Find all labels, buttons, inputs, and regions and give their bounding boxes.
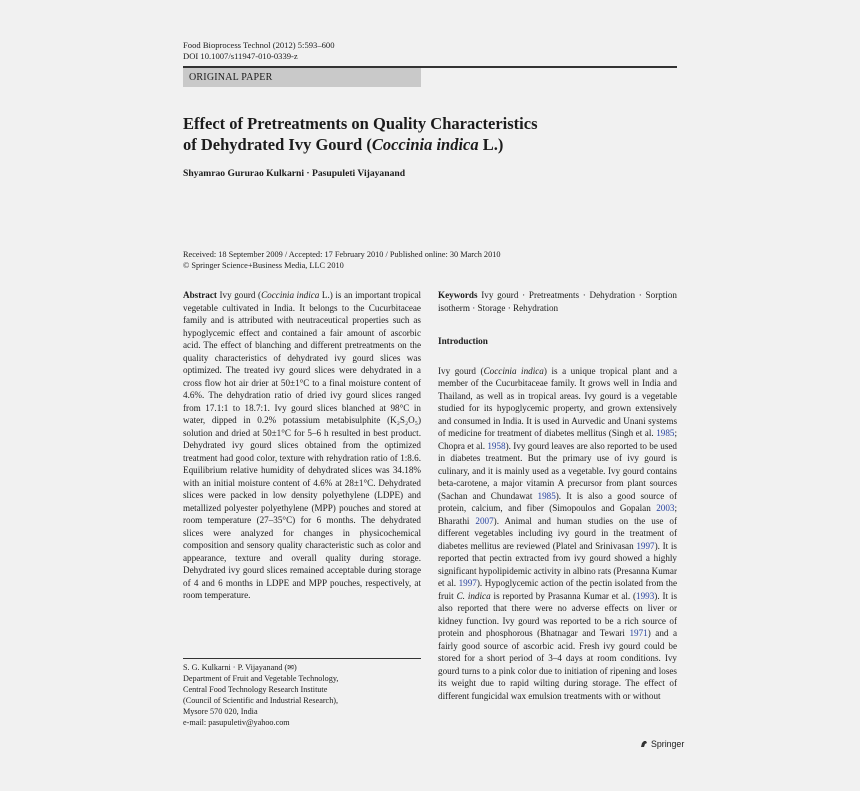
author-list: Shyamrao Gururao Kulkarni · Pasupuleti Vijayanand bbox=[183, 168, 406, 179]
publication-history bbox=[183, 249, 501, 271]
abstract-text: L.) is an important tropical vegetable cultivated in India. It belongs to the Cucurbitaceae family and is attributed with neutraceutical properties such as hypoglycemic effect and contained a fair amount of ascorbic acid. The effect of blanching and different pretreatments on the quality characteristics of dehydrated ivy gourd slices was optimized. The treated ivy gourd slices were dehydrated in a cross flow hot air drier at 50±1°C to a final moisture content of 4.6%. The dehydration ratio of dried ivy gourd slices ranged from 17.1:1 to 18.7:1. Ivy gourd slices blanched at 98°C in water, dipped in 0.2% potassium metabisulphite (K₂S₂O₅) solution and dried at 50±1°C for 5–6 h resulted in best product. Dehydrated ivy gourd slices obtained from the optimized treatment had good color, texture with rehydration ratio of 1:8.6. Equilibrium relative humidity of dehydrated slices was 34.18% with an initial moisture content of 4.6% at 28±1°C. Dehydrated slices were packed in low density polyethylene (LDPE) and metallized polyester polyethylene (MPP) pouches and stored at room temperature (27–35°C) for 6 months. The dehydrated slices were analyzed for changes in physicochemical composition and sensory quality characteristic such as color and appearance, texture and overall quality during storage. Dehydrated ivy gourd slices remained acceptable during storage of 4 and 6 months in LDPE and MPP pouches, respectively, at room temperature. bbox=[183, 290, 421, 600]
intro-seg: ). Animal and human studies on the use of different vegetables including ivy gourd in the treatment of diabetes mellitus are reviewed (Platel and Srinivasan bbox=[438, 515, 678, 551]
copyright-line: © Springer Science+Business Media, LLC 2010 bbox=[183, 261, 344, 270]
intro-species: Coccinia indica bbox=[483, 365, 544, 376]
right-column bbox=[438, 289, 677, 702]
introduction-heading: Introduction bbox=[438, 336, 488, 346]
intro-seg: is reported by Prasanna Kumar et al. ( bbox=[490, 590, 637, 601]
citation-link[interactable]: 1997 bbox=[458, 578, 477, 588]
affil-institute: Central Food Technology Research Institute bbox=[183, 685, 328, 694]
intro-species: C. indica bbox=[456, 590, 491, 601]
introduction-text bbox=[438, 365, 677, 703]
title-line-2-prefix: of Dehydrated Ivy Gourd ( bbox=[183, 135, 372, 154]
citation-link[interactable]: 1997 bbox=[636, 540, 655, 551]
intro-seg: ) is a unique tropical plant and a member of the Cucurbitaceae family. It grows well in India and Thailand, as well as in tropical areas. Ivy gourd is a vegetable studied for its hypoglycemic property, and grown extensively and consumed in India. It is used in Aurvedic and Unani systems of medicine for treatment of diabetes mellitus (Singh et al. bbox=[438, 365, 677, 438]
citation-link[interactable]: 1985 bbox=[656, 428, 675, 438]
title-line-1: Effect of Pretreatments on Quality Characteristics bbox=[183, 114, 538, 133]
citation-link[interactable]: 2007 bbox=[475, 515, 494, 526]
citation-link[interactable]: 2003 bbox=[656, 503, 675, 513]
dates-line: Received: 18 September 2009 / Accepted: 17 February 2010 / Published online: 30 March 2010 bbox=[183, 250, 501, 259]
intro-seg: ; Chopra et al. bbox=[438, 428, 677, 451]
paper-title bbox=[183, 113, 677, 155]
keywords-text: Ivy gourd · Pretreatments · Dehydration · Sorption isotherm · Storage · Rehydration bbox=[438, 290, 677, 313]
affil-authors: S. G. Kulkarni · P. Vijayanand (✉) bbox=[183, 663, 297, 672]
intro-seg: ). It is also reported that there were no adverse effects on liver or kidney function. Ivy gourd was reported to be a rich source of protein and phosphorous (Bhatnagar and Tewari bbox=[438, 590, 678, 638]
abstract-species: Coccinia indica bbox=[261, 290, 320, 300]
journal-info bbox=[183, 40, 335, 62]
intro-seg: ; Bharathi bbox=[438, 503, 677, 526]
citation-link[interactable]: 1993 bbox=[636, 590, 655, 601]
citation-link[interactable]: 1985 bbox=[537, 490, 556, 501]
intro-seg: Ivy gourd ( bbox=[438, 365, 484, 376]
citation-link[interactable]: 1958 bbox=[487, 440, 506, 451]
abstract-text-start: Ivy gourd ( bbox=[216, 290, 262, 300]
intro-seg: ). It is also a good source of protein, calcium, and fiber (Simopoulos and Gopalan bbox=[438, 490, 677, 513]
publisher-name: Springer bbox=[651, 739, 685, 749]
doi: DOI 10.1007/s11947-010-0339-z bbox=[183, 51, 298, 61]
springer-horse-icon bbox=[639, 739, 649, 749]
title-line-2-suffix: L.) bbox=[478, 135, 504, 154]
affil-dept: Department of Fruit and Vegetable Technology, bbox=[183, 674, 339, 683]
affil-council: (Council of Scientific and Industrial Research), bbox=[183, 696, 339, 705]
abstract-column bbox=[183, 289, 421, 602]
affil-email[interactable]: e-mail: pasupuletiv@yahoo.com bbox=[183, 718, 290, 727]
intro-seg: ). Ivy gourd leaves are also reported to be used in diabetes treatment. But the primary use of ivy gourd is culinary, and it is mainly used as a vegetable. Ivy gourd contains beta-carotene, a major vitamin A precursor from plant sources (Sachan and Chundawat bbox=[438, 440, 677, 501]
intro-seg: ). It is reported that pectin extracted from ivy gourd showed a highly significant hypolipidemic activity in albino rats (Presanna Kumar et al. bbox=[438, 540, 677, 588]
journal-citation: Food Bioprocess Technol (2012) 5:593–600 bbox=[183, 40, 335, 50]
intro-seg: ) and a fairly good source of ascorbic acid. Fresh ivy gourd could be stored for a short period of 3–4 days at room conditions. Ivy gourd turns to a pink color due to initiation of ripening and loses its weight due to rapid wilting during storage. The effect of different fungicidal wax emulsion treatments with or without bbox=[438, 628, 677, 701]
affiliation-rule bbox=[183, 658, 421, 659]
keywords-block bbox=[438, 289, 677, 314]
publisher-logo bbox=[639, 739, 684, 749]
citation-link[interactable]: 1971 bbox=[629, 628, 648, 638]
affiliation-block bbox=[183, 662, 421, 728]
keywords-heading: Keywords bbox=[438, 290, 478, 300]
affil-address: Mysore 570 020, India bbox=[183, 707, 258, 716]
article-type-ribbon: ORIGINAL PAPER bbox=[183, 68, 421, 87]
abstract-heading: Abstract bbox=[183, 290, 217, 300]
intro-seg: ). Hypoglycemic action of the pectin isolated from the fruit bbox=[438, 578, 678, 601]
title-species-name: Coccinia indica bbox=[371, 135, 479, 154]
